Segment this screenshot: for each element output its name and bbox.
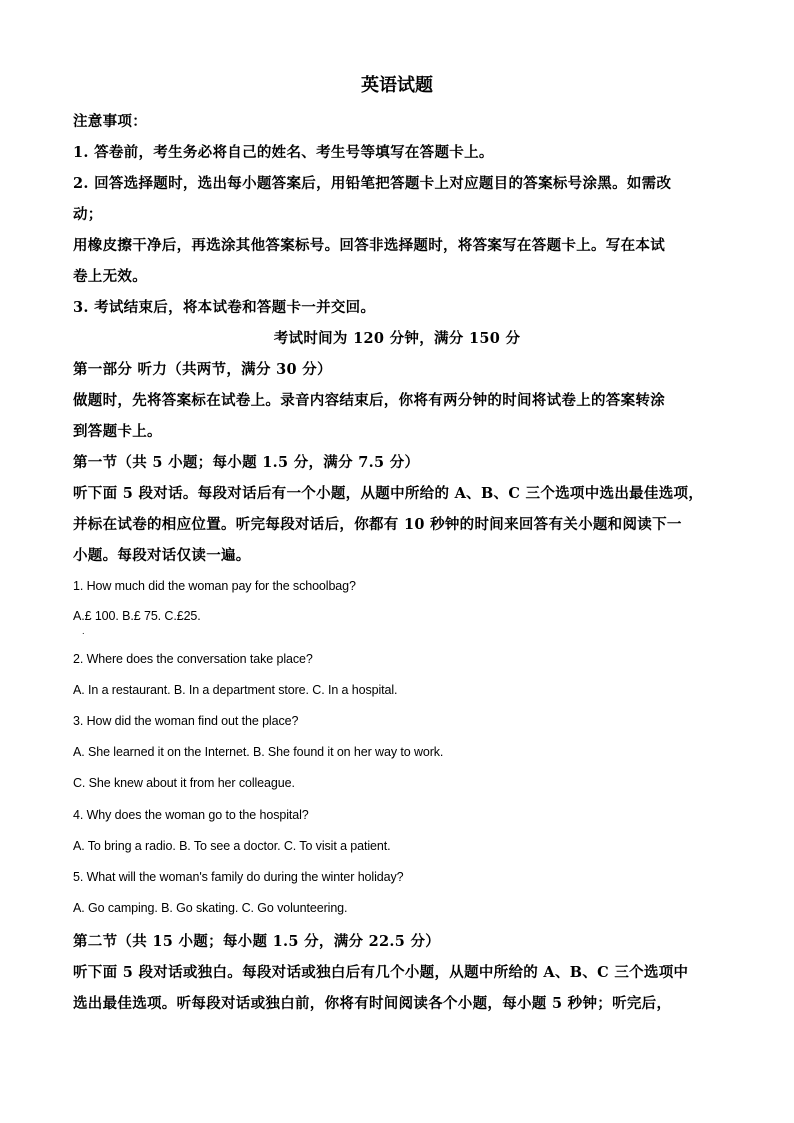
section1-instruction-cont: 并标在试卷的相应位置。听完每段对话后，你都有 10 秒钟的时间来回答有关小题和阅读下一 xyxy=(73,516,682,533)
notice-item-2-cont: 卷上无效。 xyxy=(73,268,147,285)
part1-instruction: 做题时，先将答案标在试卷上。录音内容结束后，你将有两分钟的时间将试卷上的答案转涂 xyxy=(73,392,665,409)
page-title: 英语试题 xyxy=(361,75,433,96)
section2-instruction: 听下面 5 段对话或独白。每段对话或独白后有几个小题，从题中所给的 A、B、C 三个选项中 xyxy=(73,964,689,981)
section1-instruction-cont: 小题。每段对话仅读一遍。 xyxy=(73,547,251,564)
question-1: 1. How much did the woman pay for the schoolbag? xyxy=(73,579,356,593)
question-4: 4. Why does the woman go to the hospital? xyxy=(73,808,309,822)
notice-item-2: 2. 回答选择题时，选出每小题答案后，用铅笔把答题卡上对应题目的答案标号涂黑。如需改 xyxy=(73,175,672,192)
question-1-options: A.£ 100. B.£ 75. C.£25. xyxy=(73,609,201,623)
notice-item-3: 3. 考试结束后，将本试卷和答题卡一并交回。 xyxy=(73,299,376,316)
question-5-options: A. Go camping. B. Go skating. C. Go volunteering. xyxy=(73,901,348,915)
section1-instruction: 听下面 5 段对话。每段对话后有一个小题，从题中所给的 A、B、C 三个选项中选出最佳选项， xyxy=(73,485,704,502)
notice-item-2-cont: 动； xyxy=(73,206,103,223)
section2-heading: 第二节（共 15 小题；每小题 1.5 分，满分 22.5 分） xyxy=(73,933,441,950)
section2-instruction-cont: 选出最佳选项。听每段对话或独白前，你将有时间阅读各个小题，每小题 5 秒钟；听完后， xyxy=(73,995,672,1012)
question-3: 3. How did the woman find out the place? xyxy=(73,714,299,728)
notice-item-1: 1. 答卷前，考生务必将自己的姓名、考生号等填写在答题卡上。 xyxy=(73,144,494,161)
notice-heading: 注意事项： xyxy=(73,113,147,130)
section1-heading: 第一节（共 5 小题；每小题 1.5 分，满分 7.5 分） xyxy=(73,454,420,471)
question-3-options-cont: C. She knew about it from her colleague. xyxy=(73,776,295,790)
stray-dot: . xyxy=(82,627,85,636)
part1-instruction-cont: 到答题卡上。 xyxy=(73,423,162,440)
question-2: 2. Where does the conversation take place? xyxy=(73,652,313,666)
part1-heading: 第一部分 听力（共两节，满分 30 分） xyxy=(73,361,332,378)
exam-time: 考试时间为 120 分钟，满分 150 分 xyxy=(273,330,521,347)
question-3-options: A. She learned it on the Internet. B. She found it on her way to work. xyxy=(73,745,444,759)
question-2-options: A. In a restaurant. B. In a department store. C. In a hospital. xyxy=(73,683,398,697)
question-5: 5. What will the woman's family do during the winter holiday? xyxy=(73,870,404,884)
notice-item-2-cont: 用橡皮擦干净后，再选涂其他答案标号。回答非选择题时，将答案写在答题卡上。写在本试 xyxy=(73,237,665,254)
question-4-options: A. To bring a radio. B. To see a doctor. C. To visit a patient. xyxy=(73,839,391,853)
